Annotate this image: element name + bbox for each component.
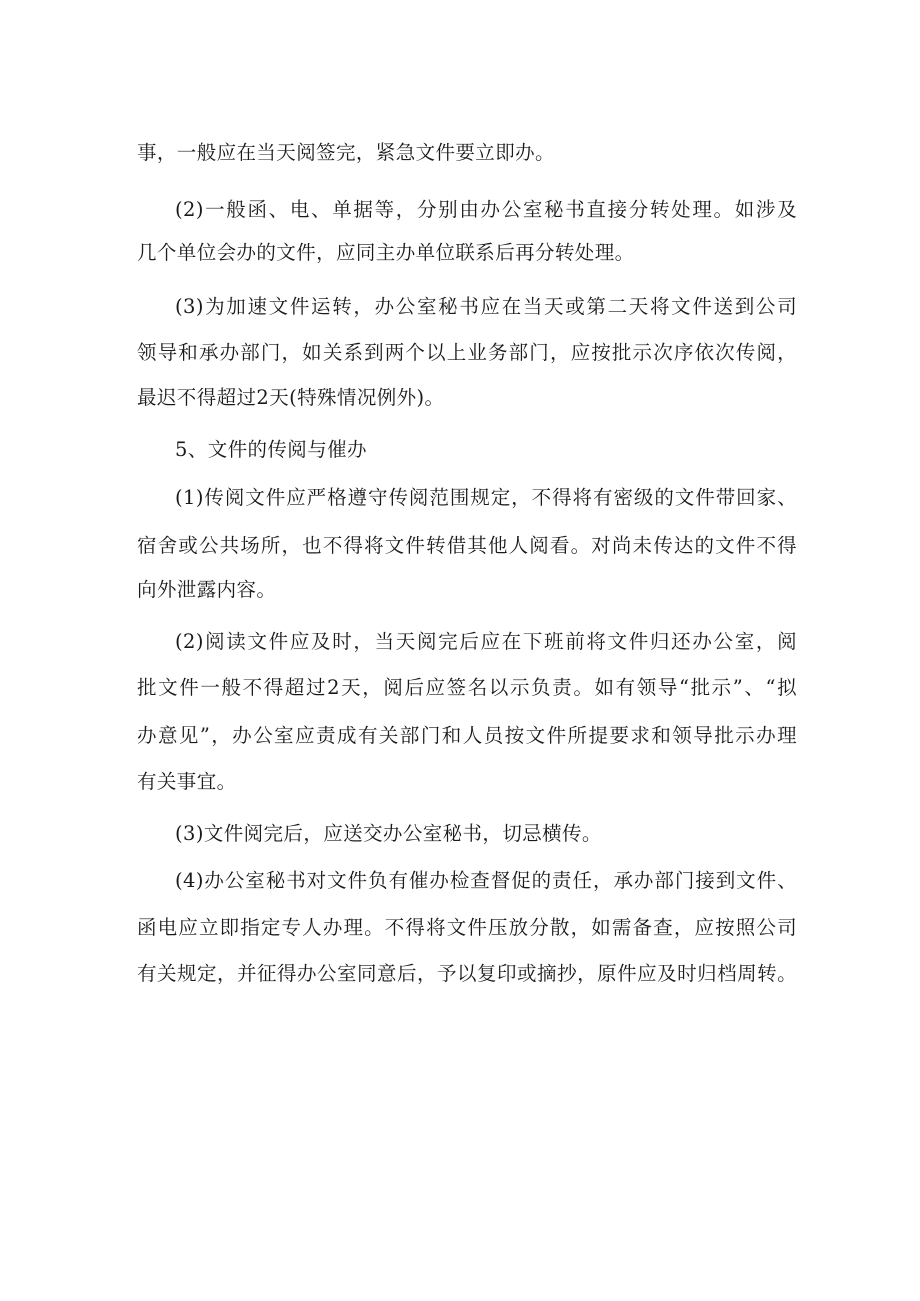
text-line: 批文件一般不得超过2天，阅后应签名以示负责。如有领导“批示”、“拟: [137, 676, 797, 699]
text-line: (3)文件阅完后，应送交办公室秘书，切忌横传。: [175, 822, 602, 845]
section-heading: 5、文件的传阅与催办: [175, 438, 367, 461]
text-line: 宿舍或公共场所，也不得将文件转借其他人阅看。对尚未传达的文件不得: [137, 534, 797, 557]
text-line: (2)阅读文件应及时，当天阅完后应在下班前将文件归还办公室，阅: [175, 630, 797, 653]
text-line: (1)传阅文件应严格遵守传阅范围规定，不得将有密级的文件带回家、: [175, 486, 797, 509]
text-line: 领导和承办部门，如关系到两个以上业务部门，应按批示次序依次传阅，: [137, 341, 797, 364]
text-line: 有关规定，并征得办公室同意后，予以复印或摘抄，原件应及时归档周转。: [137, 962, 797, 985]
text-line: 几个单位会办的文件，应同主办单位联系后再分转处理。: [137, 241, 635, 264]
text-line: 办意见”，办公室应责成有关部门和人员按文件所提要求和领导批示办理: [137, 724, 797, 747]
text-line: 最迟不得超过2天(特殊情况例外)。: [137, 386, 445, 409]
text-line: (3)为加速文件运转，办公室秘书应在当天或第二天将文件送到公司: [175, 295, 797, 318]
text-line: (4)办公室秘书对文件负有催办检查督促的责任，承办部门接到文件、: [175, 869, 797, 892]
text-line: 函电应立即指定专人办理。不得将文件压放分散，如需备查，应按照公司: [137, 916, 797, 939]
text-line: 有关事宜。: [137, 770, 237, 793]
text-line: 向外泄露内容。: [137, 578, 277, 601]
text-line: (2)一般函、电、单据等，分别由办公室秘书直接分转处理。如涉及: [175, 198, 797, 221]
text-line: 事，一般应在当天阅签完，紧急文件要立即办。: [137, 141, 555, 164]
